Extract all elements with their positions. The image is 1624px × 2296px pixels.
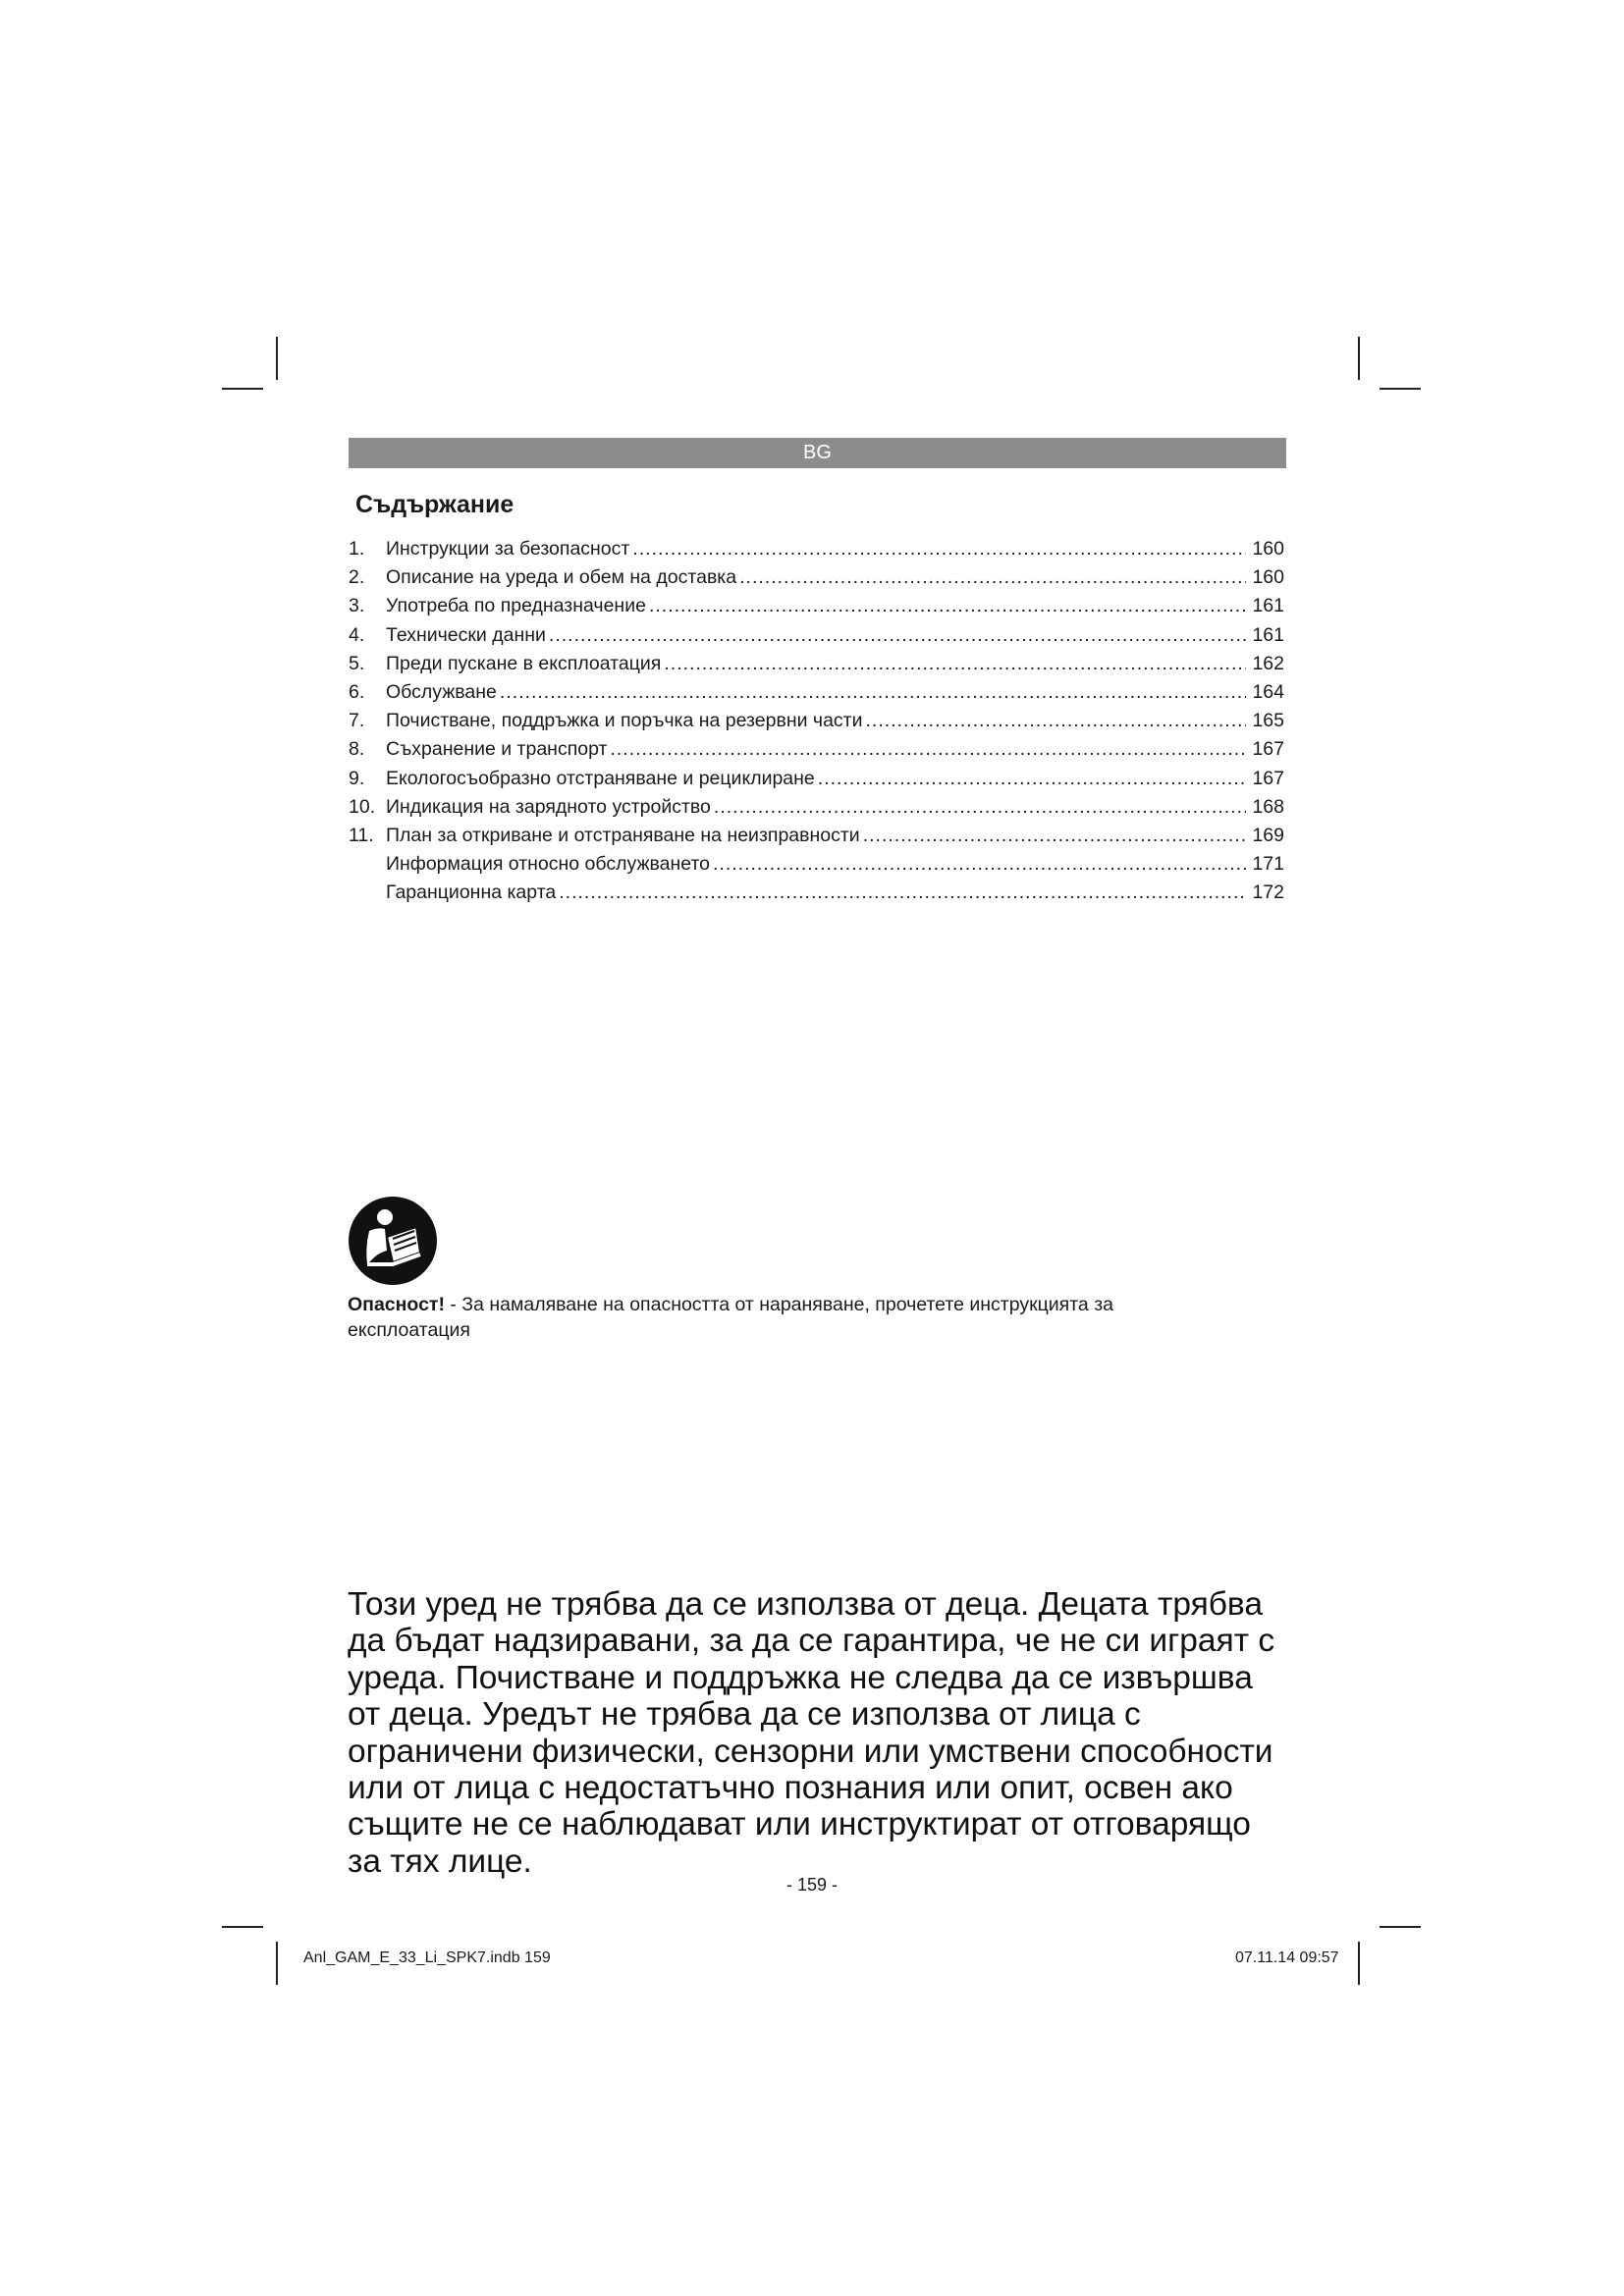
- crop-mark: [276, 1942, 278, 1985]
- toc-page: 172: [1252, 881, 1284, 904]
- toc-item: [349, 850, 1284, 879]
- toc-item: [349, 535, 1284, 563]
- toc-label: Употреба по предназначение: [386, 595, 646, 617]
- toc-page: 168: [1252, 795, 1284, 818]
- toc-number: 1.: [349, 538, 365, 560]
- toc-item: [349, 563, 1284, 592]
- dot-leader: [649, 592, 1246, 620]
- toc-title: Съдържание: [355, 491, 514, 518]
- toc-item: [349, 621, 1284, 650]
- toc-number: 10.: [349, 795, 376, 818]
- toc-page: 160: [1252, 566, 1284, 589]
- toc-number: 2.: [349, 566, 365, 589]
- dot-leader: [863, 822, 1246, 850]
- language-bar: BG: [349, 438, 1286, 468]
- crop-mark: [222, 388, 263, 390]
- dot-leader: [610, 735, 1246, 764]
- toc-page: 162: [1252, 652, 1284, 674]
- toc-label: Гаранционна карта: [386, 881, 557, 904]
- toc-page: 171: [1252, 853, 1284, 876]
- toc-number: 11.: [349, 824, 374, 846]
- toc-label: Информация относно обслужването: [386, 853, 710, 876]
- toc-label: Описание на уреда и обем на доставка: [386, 566, 737, 589]
- toc-item: [349, 592, 1284, 620]
- toc-item: [349, 735, 1284, 764]
- toc-label: Обслужване: [386, 680, 497, 703]
- child-safety-notice: Този уред не трябва да се използва от деца. Децата трябва да бъдат надзиравани, за да се гарантира, че не си играят с уреда. Почистване и поддръжка не следва да се извършва от деца. Уредът не трябва да се използва от лица с ограничени физически, сензорни или умствени способности или от лица с недостатъчно познания или опит, освен ако същите не се наблюдават или инструктират от отговарящо за тях лице.: [348, 1586, 1275, 1880]
- toc-page: 160: [1252, 538, 1284, 560]
- dot-leader: [739, 563, 1246, 592]
- dot-leader: [549, 621, 1246, 650]
- toc-page: 161: [1252, 595, 1284, 617]
- toc-item: [349, 678, 1284, 707]
- read-manual-icon: [348, 1196, 438, 1286]
- toc-page: 169: [1252, 824, 1284, 846]
- toc-item: [349, 822, 1284, 850]
- toc-item: [349, 879, 1284, 907]
- toc-page: 164: [1252, 680, 1284, 703]
- toc-label: Инструкции за безопасност: [386, 538, 630, 560]
- toc-number: 3.: [349, 595, 365, 617]
- toc-label: Преди пускане в експлоатация: [386, 652, 662, 674]
- toc-number: 8.: [349, 738, 365, 761]
- crop-mark: [276, 337, 278, 380]
- warning-body: - За намаляване на опасността от нараняване, прочетете инструкцията за експлоатация: [348, 1294, 1113, 1341]
- toc-page: 161: [1252, 623, 1284, 646]
- dot-leader: [714, 793, 1246, 822]
- dot-leader: [559, 879, 1246, 907]
- crop-mark: [1358, 1942, 1360, 1985]
- table-of-contents: [349, 535, 1284, 907]
- dot-leader: [713, 850, 1246, 879]
- toc-page: 167: [1252, 738, 1284, 761]
- toc-page: 165: [1252, 710, 1284, 732]
- toc-label: Индикация на зарядното устройство: [386, 795, 711, 818]
- toc-number: 9.: [349, 767, 365, 789]
- crop-mark: [1358, 337, 1360, 380]
- crop-mark: [1380, 388, 1421, 390]
- dot-leader: [632, 535, 1246, 563]
- dot-leader: [664, 650, 1246, 678]
- dot-leader: [818, 765, 1246, 793]
- print-file-info: Anl_GAM_E_33_Li_SPK7.indb 159: [303, 1949, 551, 1966]
- toc-item: [349, 650, 1284, 678]
- dot-leader: [865, 707, 1246, 735]
- page-number: - 159 -: [785, 1875, 839, 1895]
- toc-label: Почистване, поддръжка и поръчка на резервни части: [386, 710, 863, 732]
- toc-label: Технически данни: [386, 623, 546, 646]
- toc-item: [349, 707, 1284, 735]
- print-timestamp: 07.11.14 09:57: [1235, 1949, 1339, 1966]
- toc-item: [349, 765, 1284, 793]
- toc-label: План за откриване и отстраняване на неизправности: [386, 824, 860, 846]
- toc-label: Екологосъобразно отстраняване и рециклиране: [386, 767, 815, 789]
- toc-number: 7.: [349, 710, 365, 732]
- crop-mark: [222, 1926, 263, 1928]
- toc-item: [349, 793, 1284, 822]
- crop-mark: [1380, 1926, 1421, 1928]
- dot-leader: [500, 678, 1246, 707]
- toc-page: 167: [1252, 767, 1284, 789]
- toc-number: 4.: [349, 623, 365, 646]
- toc-label: Съхранение и транспорт: [386, 738, 608, 761]
- warning-text: [348, 1292, 1212, 1343]
- toc-number: 5.: [349, 652, 365, 674]
- toc-number: 6.: [349, 680, 365, 703]
- warning-label: Опасност!: [348, 1294, 445, 1315]
